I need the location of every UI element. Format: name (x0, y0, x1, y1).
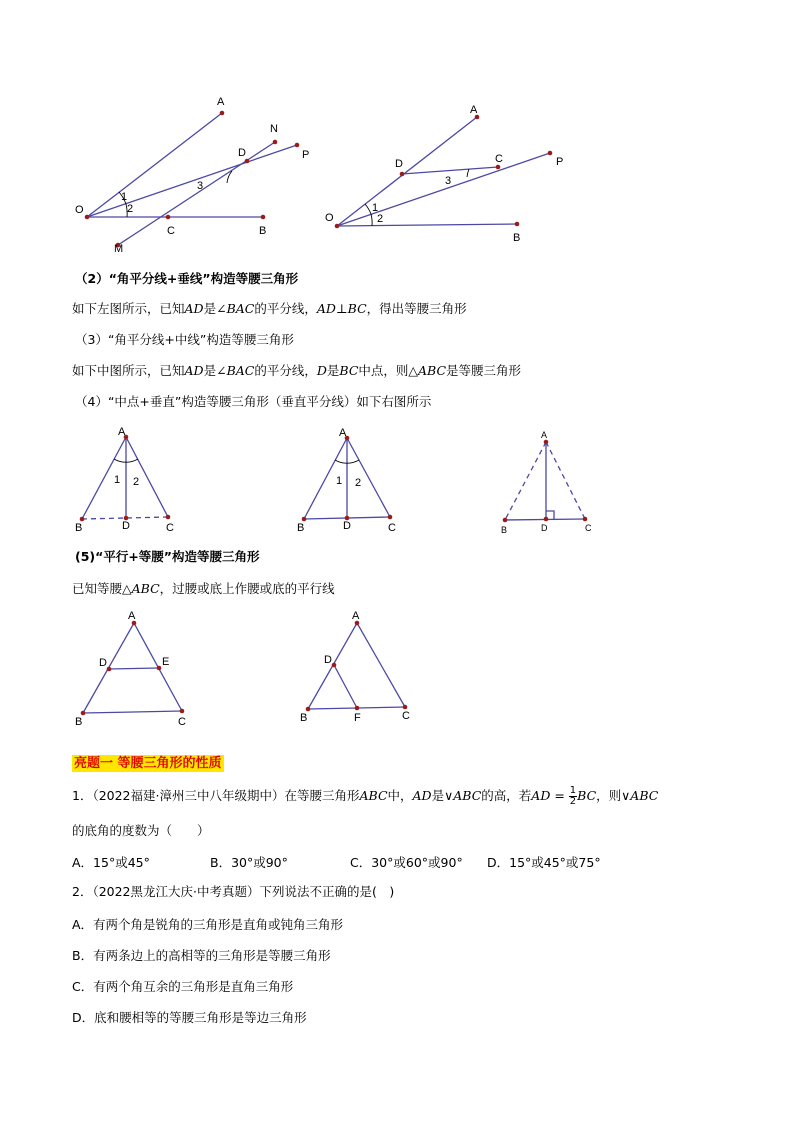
figure-angle-bisector-parallel (320, 95, 590, 255)
label-a: A (541, 430, 548, 440)
s3-is2: 是 (326, 363, 340, 378)
angle-label-1: 1 (372, 202, 379, 214)
label-d: D (541, 523, 548, 533)
label-c: C (388, 522, 396, 534)
s3-bc: BC (339, 363, 359, 378)
label-c: C (585, 523, 592, 533)
label-a: A (339, 427, 347, 439)
section-4-title: （4）“中点+垂直”构造等腰三角形（垂直平分线）如下右图所示 (75, 394, 432, 409)
s2-perp: AD⊥BC (316, 301, 367, 316)
segment-dc (402, 167, 498, 174)
label-c: C (495, 153, 503, 165)
q1-option-a[interactable]: A．15°或45° (72, 855, 150, 870)
ray-op (337, 153, 550, 226)
angle-label-2: 2 (377, 213, 384, 225)
section-5-title: (5)“平行+等腰”构造等腰三角形 (75, 549, 260, 564)
s2-end: ，得出等腰三角形 (366, 301, 467, 316)
q1-frac-den: 2 (569, 796, 577, 807)
s3-is: 是 (203, 363, 217, 378)
q1-option-c[interactable]: C．30°或60°或90° (350, 855, 463, 870)
figure-triangle-parallel-side (295, 607, 425, 727)
s2-text-pre: 如下左图所示，已知 (72, 301, 185, 316)
angle-label-2: 2 (355, 477, 362, 489)
label-d: D (99, 657, 107, 669)
s3-mid: 的平分线， (254, 363, 317, 378)
label-c: C (178, 716, 186, 728)
s5-tri: △ABC (122, 581, 160, 596)
label-d: D (343, 520, 351, 532)
s3-tri: △ABC (408, 363, 447, 378)
label-c: C (167, 225, 175, 237)
q2-option-b[interactable]: B．有两条边上的高相等的三角形是等腰三角形 (72, 948, 331, 963)
s2-mid: 的平分线， (254, 301, 317, 316)
label-b: B (300, 712, 308, 724)
label-b: B (297, 522, 305, 534)
angle-label-2: 2 (127, 203, 134, 215)
label-n: N (270, 123, 278, 135)
figure-triangle-bisector-median (292, 425, 412, 535)
q1-pre: 1．（2022福建·漳州三中八年级期中）在等腰三角形 (72, 788, 360, 803)
label-d: D (395, 158, 403, 170)
angle-label-1: 1 (114, 474, 121, 486)
s3-text-pre: 如下中图所示，已知 (72, 363, 185, 378)
label-a: A (352, 610, 360, 622)
section-3-statement (72, 363, 521, 379)
label-a: A (470, 104, 478, 116)
q1-option-b[interactable]: B．30°或90° (210, 855, 288, 870)
question-1-line2: 的底角的度数为（ ） (72, 823, 210, 838)
topic-heading (72, 752, 224, 771)
q1-abc: ABC (359, 788, 388, 803)
s2-ad: AD (184, 301, 204, 316)
label-o: O (75, 204, 84, 216)
figure-triangle-parallel-base (70, 607, 200, 727)
angle-arc-2 (371, 214, 372, 226)
line-mn (118, 142, 275, 245)
s3-mid2: 中点，则 (358, 363, 409, 378)
s2-is: 是 (203, 301, 217, 316)
label-o: O (325, 212, 334, 224)
label-p: P (302, 149, 310, 161)
ray-op (87, 145, 297, 217)
angle-label-1: 1 (336, 475, 343, 487)
label-b: B (513, 232, 521, 244)
angle-arc-3 (467, 169, 469, 177)
q1-tri: ∨ABC (444, 788, 482, 803)
label-a: A (118, 426, 126, 438)
s3-angle: ∠BAC (216, 363, 255, 378)
s3-ad: AD (184, 363, 204, 378)
ray-oa (337, 117, 477, 226)
angle-label-3: 3 (445, 175, 452, 187)
label-p: P (556, 156, 564, 168)
s5-text-pre: 已知等腰 (72, 581, 123, 596)
label-b: B (75, 522, 83, 534)
s3-end: 是等腰三角形 (446, 363, 522, 378)
s5-end: ，过腰或底上作腰或底的平行线 (159, 581, 335, 596)
section-5-statement (72, 581, 335, 597)
angle-label-2: 2 (133, 476, 140, 488)
figure-triangle-midpoint-perpendicular (495, 427, 605, 537)
label-m: M (114, 243, 124, 255)
label-b: B (259, 225, 267, 237)
label-d: D (238, 147, 246, 159)
s3-d: D (316, 363, 327, 378)
q2-option-c[interactable]: C．有两个角互余的三角形是直角三角形 (72, 979, 294, 994)
label-b: B (75, 716, 83, 728)
q1-eq-lhs: AD = (531, 788, 565, 803)
section-2-title: （2）“角平分线+垂线”构造等腰三角形 (75, 271, 299, 286)
q1-frac-num: 1 (569, 785, 577, 796)
label-c: C (402, 710, 410, 722)
ray-oa (87, 113, 222, 217)
angle-arc-1 (365, 204, 371, 214)
side-ac (357, 623, 405, 707)
q1-ad: AD (412, 788, 432, 803)
angle-label-3: 3 (197, 180, 204, 192)
label-a: A (128, 610, 136, 622)
side-ab-dashed (505, 442, 546, 520)
q1-high: 的高，若 (481, 788, 532, 803)
label-d: D (122, 520, 130, 532)
topic-label: 亮题一 等腰三角形的性质 (74, 756, 222, 771)
label-d: D (324, 654, 332, 666)
q1-tri2: ∨ABC (621, 788, 659, 803)
side-bc (83, 711, 182, 713)
figure-triangle-bisector-perpendicular (70, 425, 190, 535)
side-ac-dashed (546, 442, 585, 519)
q1-then: ，则 (596, 788, 622, 803)
q1-option-d[interactable]: D．15°或45°或75° (487, 855, 601, 870)
label-e: E (162, 656, 170, 668)
q2-option-a[interactable]: A．有两个角是锐角的三角形是直角或钝角三角形 (72, 917, 344, 932)
section-3-title: （3）“角平分线+中线”构造等腰三角形 (75, 332, 294, 347)
q1-is: 是 (431, 788, 445, 803)
q1-mid: 中， (387, 788, 413, 803)
label-b: B (501, 525, 508, 535)
figure-angle-bisector-transversal (60, 90, 330, 260)
question-2-stem: 2．（2022黑龙江大庆·中考真题）下列说法不正确的是( ) (72, 884, 395, 899)
section-2-statement (72, 301, 467, 317)
segment-df (334, 665, 357, 708)
angle-label-1: 1 (121, 191, 128, 203)
side-ac (347, 438, 390, 517)
label-c: C (166, 522, 174, 534)
label-a: A (217, 96, 225, 108)
q2-option-d[interactable]: D．底和腰相等的等腰三角形是等边三角形 (72, 1010, 307, 1025)
segment-de (109, 668, 159, 669)
question-1-stem (72, 784, 658, 808)
label-f: F (354, 712, 361, 724)
q1-fraction (569, 786, 577, 807)
q1-eq-rhs: BC (577, 788, 597, 803)
ray-ob (337, 224, 517, 226)
s2-angle: ∠BAC (216, 301, 255, 316)
